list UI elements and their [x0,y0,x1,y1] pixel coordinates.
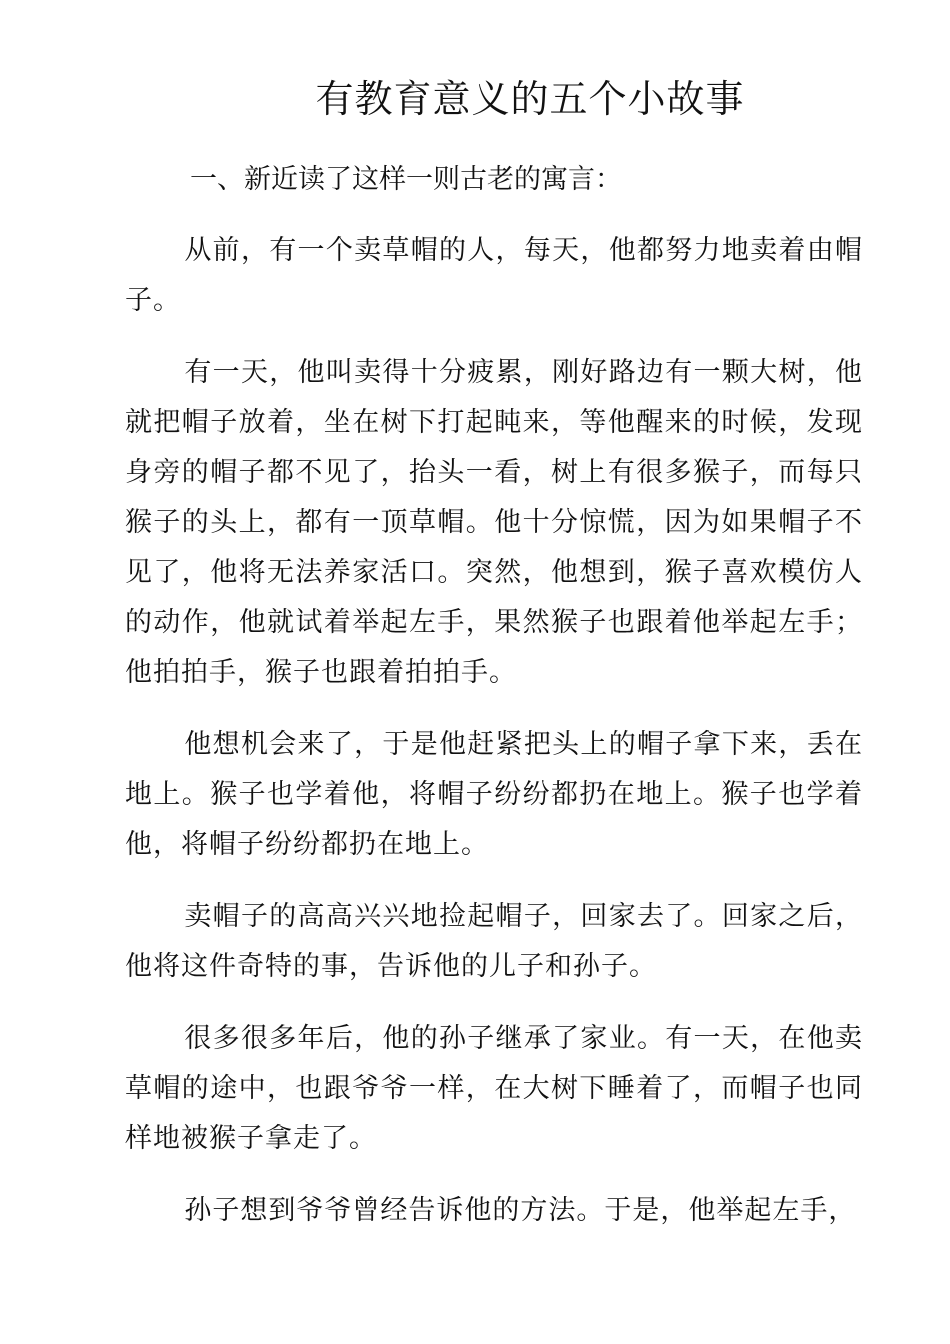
section-heading: 一、新近读了这样一则古老的寓言： [190,164,622,195]
paragraph-3: 他想机会来了，于是他赶紧把头上的帽子拿下来，丢在地上。猴子也学着他，将帽子纷纷都扔在地上。猴子也学着他，将帽子纷纷都扔在地上。 [125,729,863,860]
paragraph-2: 有一天，他叫卖得十分疲累，刚好路边有一颗大树，他就把帽子放着，坐在树下打起盹来，等他醒来的时候，发现身旁的帽子都不见了，抬头一看，树上有很多猴子，而每只猴子的头上，都有一顶草帽。他十分惊慌，因为如果帽子不见了，他将无法养家活口。突然，他想到，猴子喜欢模仿人的动作，他就试着举起左手，果然猴子也跟着他举起左手；他拍拍手，猴子也跟着拍拍手。 [125,357,863,688]
paragraph-6: 孙子想到爷爷曾经告诉他的方法。于是，他举起左手， [184,1195,857,1226]
page-title: 有教育意义的五个小故事 [315,77,745,121]
paragraph-4: 卖帽子的高高兴兴地捡起帽子，回家去了。回家之后，他将这件奇特的事，告诉他的儿子和孙子。 [125,901,863,982]
paragraph-1: 从前，有一个卖草帽的人，每天，他都努力地卖着由帽子。 [125,235,863,316]
paragraph-5: 很多很多年后，他的孙子继承了家业。有一天，在他卖草帽的途中，也跟爷爷一样，在大树下睡着了，而帽子也同样地被猴子拿走了。 [125,1023,863,1154]
document-body [125,226,863,1258]
